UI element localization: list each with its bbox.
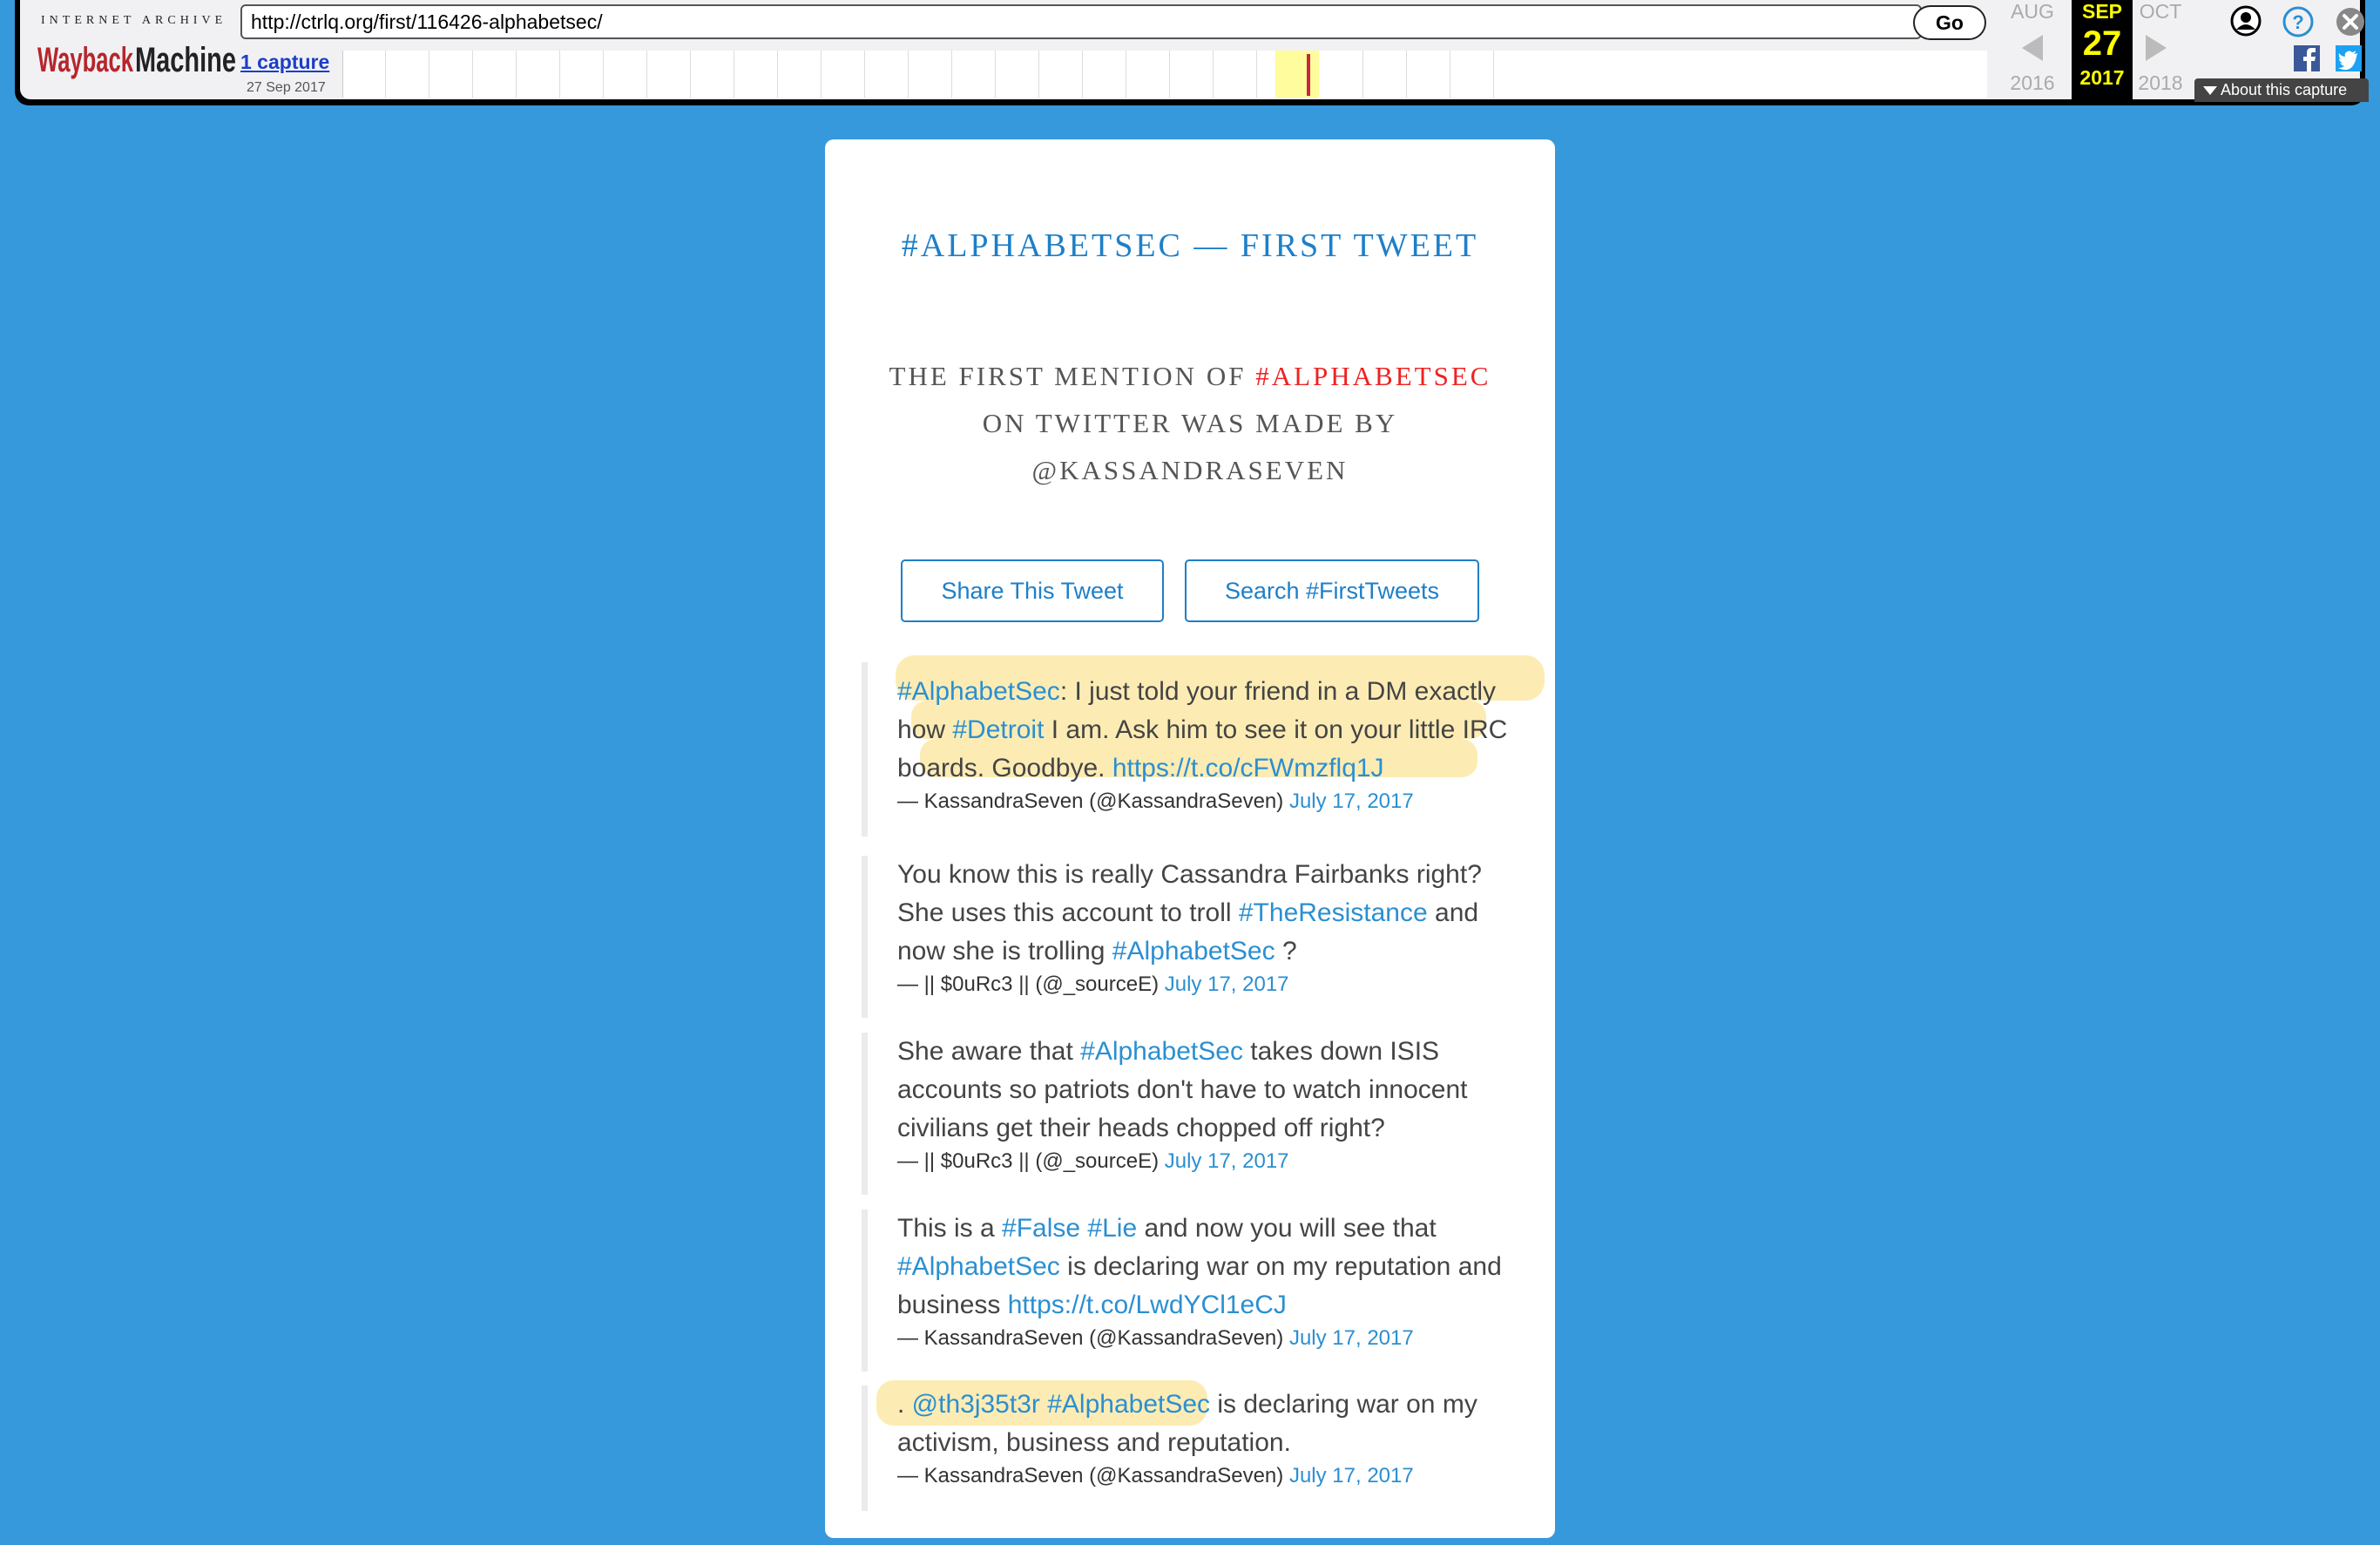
hashtag-link[interactable]: #Detroit [952,715,1045,744]
share-tweet-button[interactable]: Share This Tweet [901,559,1164,622]
sparkline-year[interactable] [777,51,822,98]
tweet-text-span: . [897,1390,912,1419]
sparkline-year[interactable] [690,51,734,98]
sparkline-year[interactable] [516,51,560,98]
hashtag-link[interactable]: #AlphabetSec [1047,1390,1211,1419]
next-month-label: OCT [2139,0,2182,23]
sparkline-year[interactable] [734,51,778,98]
tweet-author: — KassandraSeven (@KassandraSeven) [897,789,1289,813]
svg-text:Wayback: Wayback [37,41,134,79]
capture-sparkline[interactable] [342,51,1987,98]
tweet-text-span: is declaring war on my reputation and business [897,1252,1502,1319]
subtitle-line-2: ON TWITTER WAS MADE BY [982,408,1398,438]
hashtag-link[interactable]: #AlphabetSec [897,677,1060,706]
tweet-attribution [897,1464,1524,1488]
hashtag-link[interactable]: #AlphabetSec [1112,937,1275,966]
embedded-tweet [862,1033,1524,1195]
prev-month-label: AUG [2011,0,2054,23]
tweet-text [897,1210,1524,1325]
sparkline-year[interactable] [1406,51,1450,98]
tweet-date-link[interactable]: July 17, 2017 [1288,789,1414,813]
current-month: SEP [2081,0,2123,23]
wayback-toolbar [15,0,2365,105]
sparkline-year[interactable] [472,51,517,98]
tweet-text-span: You know this is really Cassandra Fairbanks right? She uses this account to troll [897,860,1482,927]
embedded-tweet [862,1386,1524,1511]
wayback-toolbar-inner [20,0,2360,99]
sparkline-year[interactable] [1319,51,1363,98]
sparkline-year[interactable] [1169,51,1214,98]
current-day: 27 [2082,24,2122,63]
prev-year-label[interactable]: 2016 [2010,71,2055,94]
subtitle-line-1 [825,353,1555,400]
internet-archive-label: INTERNET ARCHIVE [41,14,227,27]
tweet-attribution [897,972,1524,997]
close-icon[interactable] [2334,5,2367,38]
mention-link[interactable]: @th3j35t3r [911,1390,1040,1419]
sparkline-year[interactable] [864,51,909,98]
sparkline-year[interactable] [908,51,952,98]
capture-mark[interactable] [1307,54,1310,96]
url-link[interactable]: https://t.co/LwdYCl1eCJ [1007,1291,1287,1319]
tweet-date-link[interactable]: July 17, 2017 [1288,1326,1414,1350]
current-year: 2017 [2079,66,2125,89]
tweet-text-span: takes down ISIS accounts so patriots don't have to watch innocent civilians get their heads chopped off right? [897,1037,1468,1142]
embedded-tweet [862,662,1524,837]
twitter-icon[interactable] [2336,45,2362,71]
content-card [825,139,1555,1538]
sparkline-year[interactable] [343,51,386,98]
sparkline-year[interactable] [646,51,691,98]
sparkline-year[interactable] [559,51,604,98]
url-link[interactable]: https://t.co/cFWmzflq1J [1112,754,1384,783]
sparkline-year[interactable] [1126,51,1170,98]
subtitle-line-3[interactable]: @KASSANDRASEVEN [1031,455,1349,485]
go-button[interactable]: Go [1913,5,1986,40]
tweet-text [897,673,1524,788]
embedded-tweet [862,856,1524,1018]
page-subtitle [825,353,1555,494]
help-icon[interactable] [2282,5,2315,38]
embedded-tweet [862,1210,1524,1372]
current-capture-date [2072,0,2133,99]
hashtag-link[interactable]: #False [1002,1214,1081,1243]
page-title: #ALPHABETSEC — FIRST TWEET [901,227,1479,264]
tweet-text-span: She aware that [897,1037,1081,1066]
sparkline-year[interactable] [385,51,429,98]
tweet-attribution [897,1149,1524,1174]
tweet-text-span: and now she is trolling [897,898,1479,966]
sparkline-year[interactable] [1450,51,1494,98]
tweet-date-link[interactable]: July 17, 2017 [1164,1149,1289,1173]
chevron-down-icon [2203,86,2217,95]
svg-text:Machine: Machine [135,41,236,79]
sparkline-year[interactable] [821,51,865,98]
svg-text:?: ? [2292,11,2304,33]
tweet-text-span: This is a [897,1214,1003,1243]
next-year-label[interactable]: 2018 [2138,71,2183,94]
hashtag-link[interactable]: #Lie [1087,1214,1138,1243]
about-capture-label: About this capture [2221,81,2348,98]
tweet-text-span: and now you will see that [1137,1214,1437,1243]
tweet-author: — KassandraSeven (@KassandraSeven) [897,1464,1289,1487]
tweet-text [897,1033,1524,1148]
next-arrow-icon[interactable] [2142,33,2168,63]
tweet-text-span [1040,1390,1047,1419]
wayback-machine-wordmark [37,31,238,84]
tweet-text [897,1386,1524,1462]
user-icon[interactable] [2230,5,2262,37]
sparkline-year[interactable] [951,51,996,98]
hashtag-link[interactable]: #ALPHABETSEC [1255,361,1491,391]
hashtag-link[interactable]: #AlphabetSec [897,1252,1060,1281]
tweet-date-link[interactable]: July 17, 2017 [1164,972,1289,996]
hashtag-link[interactable]: #TheResistance [1238,898,1428,927]
tweet-author: — || $0uRc3 || (@_sourceE) [897,972,1165,996]
sparkline-year[interactable] [429,51,473,98]
hashtag-link[interactable]: #AlphabetSec [1080,1037,1243,1066]
tweet-author: — || $0uRc3 || (@_sourceE) [897,1149,1165,1173]
tweet-attribution [897,1326,1524,1351]
sparkline-year[interactable] [1082,51,1126,98]
tweet-text [897,856,1524,971]
sparkline-year[interactable] [1362,51,1407,98]
tweet-text-span: : I just told your friend in a DM exactly how [897,677,1497,744]
wayback-logo[interactable] [37,12,238,91]
sparkline-year[interactable] [1038,51,1083,98]
facebook-icon[interactable] [2294,45,2320,71]
tweet-date-link[interactable]: July 17, 2017 [1288,1464,1414,1487]
prev-arrow-icon[interactable] [2020,33,2046,63]
sparkline-year[interactable] [995,51,1039,98]
captures-link[interactable]: 1 capture [240,51,330,73]
about-capture-button[interactable] [2194,78,2369,102]
sparkline-year[interactable] [1213,51,1257,98]
tweet-text-span: I am. Ask him to see it on your little IRC boards. Goodbye. [897,715,1508,783]
wayback-url-input[interactable] [240,4,1922,39]
sparkline-current-year[interactable] [1275,51,1319,98]
sparkline-year[interactable] [603,51,647,98]
tweet-author: — KassandraSeven (@KassandraSeven) [897,1326,1289,1350]
search-first-tweets-button[interactable]: Search #FirstTweets [1185,559,1479,622]
tweet-text-span: ? [1275,937,1297,966]
subtitle-text: THE FIRST MENTION OF [889,361,1256,391]
capture-date: 27 Sep 2017 [247,80,326,95]
tweet-attribution [897,789,1524,814]
tweet-text-span: is declaring war on my activism, business and reputation. [897,1390,1477,1457]
